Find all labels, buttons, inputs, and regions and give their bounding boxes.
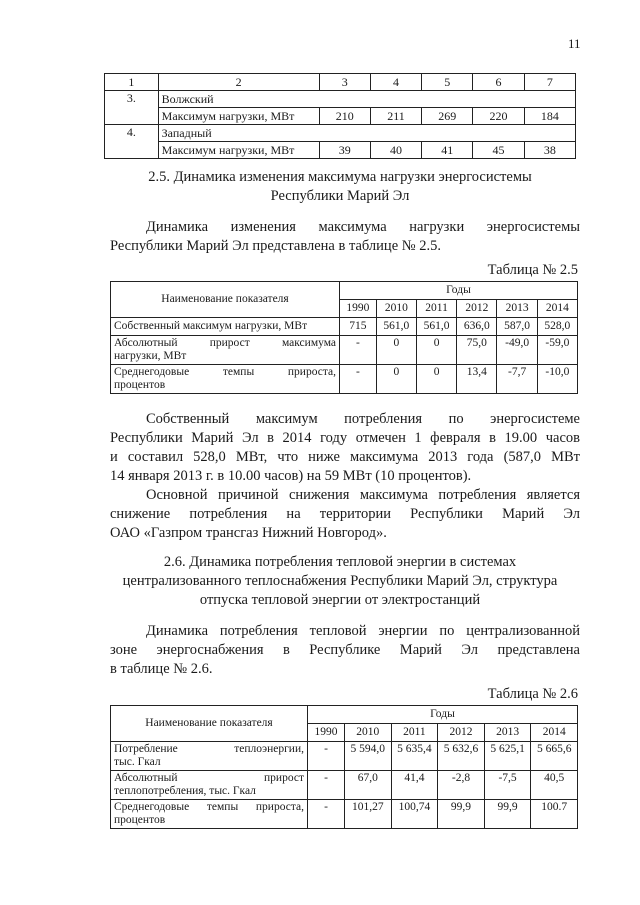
paragraph <box>110 410 580 486</box>
value-cell: -10,0 <box>537 365 577 394</box>
text-line: Динамика изменения максимума нагрузки энергосистемы <box>146 219 580 235</box>
row-label <box>111 742 308 771</box>
value-cell: 587,0 <box>497 318 537 336</box>
value-cell: -2,8 <box>438 771 485 800</box>
year-header: 2010 <box>345 724 392 742</box>
value-cell: - <box>340 336 377 365</box>
value-cell: 67,0 <box>345 771 392 800</box>
year-header: 2010 <box>376 300 416 318</box>
value-cell: 269 <box>422 108 473 125</box>
value-cell: 75,0 <box>457 336 497 365</box>
value-cell: 636,0 <box>457 318 497 336</box>
row-label-line: Среднегодовые темпы прироста, <box>114 801 304 813</box>
table-row <box>105 125 576 142</box>
heading-line: 2.5. Динамика изменения максимума нагрузки энергосистемы <box>148 169 532 185</box>
value-cell: 41 <box>422 142 473 159</box>
row-label: Максимум нагрузки, МВт <box>158 108 319 125</box>
heading-line: 2.6. Динамика потребления тепловой энергии в системах <box>163 554 517 570</box>
table-row <box>105 108 576 125</box>
table-row <box>111 742 578 771</box>
row-label-line: Абсолютный прирост <box>114 772 304 784</box>
text-line: Собственный максимум потребления по энергосистеме <box>146 411 580 427</box>
table-header-row <box>111 706 578 724</box>
row-label-line: процентов <box>114 379 166 391</box>
table-caption: Таблица № 2.5 <box>487 262 578 278</box>
continuation-table <box>104 73 576 159</box>
value-cell: 528,0 <box>537 318 577 336</box>
value-cell: 5 594,0 <box>345 742 392 771</box>
text-line: Динамика потребления тепловой энергии по централизованной <box>146 623 580 639</box>
table-row <box>111 365 578 394</box>
heading-line: Республики Марий Эл <box>270 188 410 204</box>
row-label-line: теплопотребления, тыс. Гкал <box>114 785 256 797</box>
text-line: Основной причиной снижения максимума потребления является <box>146 487 580 503</box>
value-cell: 5 625,1 <box>484 742 531 771</box>
header-cell: 2 <box>158 74 319 91</box>
year-header: 1990 <box>340 300 377 318</box>
header-cell: 3 <box>319 74 370 91</box>
header-cell: 1 <box>105 74 159 91</box>
text-line: 14 января 2013 г. в 10.00 часов) на 59 МВт (10 процентов). <box>110 468 472 484</box>
row-label-line: тыс. Гкал <box>114 756 161 768</box>
district-name: Западный <box>158 125 575 142</box>
value-cell: 220 <box>473 108 524 125</box>
column-header: Годы <box>340 282 578 300</box>
column-header: Годы <box>308 706 578 724</box>
value-cell: 45 <box>473 142 524 159</box>
value-cell: 0 <box>416 365 456 394</box>
table-2-6 <box>110 705 578 829</box>
value-cell: 99,9 <box>438 800 485 829</box>
table-row <box>111 800 578 829</box>
year-header: 2012 <box>457 300 497 318</box>
value-cell: 99,9 <box>484 800 531 829</box>
row-label <box>111 771 308 800</box>
value-cell: 210 <box>319 108 370 125</box>
year-header: 2011 <box>391 724 438 742</box>
year-header: 2014 <box>531 724 578 742</box>
row-label-line: Среднегодовые темпы прироста, <box>114 366 336 378</box>
paragraph <box>110 218 580 256</box>
year-header: 2012 <box>438 724 485 742</box>
year-header: 1990 <box>308 724 345 742</box>
text-line: снижение потребления на территории Республики Марий Эл <box>110 506 580 522</box>
value-cell: - <box>308 800 345 829</box>
table-row <box>111 318 578 336</box>
year-header: 2013 <box>484 724 531 742</box>
district-name: Волжский <box>158 91 575 108</box>
value-cell: 0 <box>376 365 416 394</box>
value-cell: -59,0 <box>537 336 577 365</box>
row-label-line: нагрузки, МВт <box>114 350 187 362</box>
table-caption: Таблица № 2.6 <box>487 686 578 702</box>
text-line: в таблице № 2.6. <box>110 661 213 677</box>
value-cell: -7,7 <box>497 365 537 394</box>
section-heading-2-6 <box>100 553 580 610</box>
table-row <box>111 336 578 365</box>
text-line: Республики Марий Эл представлена в таблице № 2.5. <box>110 238 441 254</box>
value-cell: 715 <box>340 318 377 336</box>
table-row <box>105 91 576 108</box>
header-cell: 5 <box>422 74 473 91</box>
value-cell: 0 <box>376 336 416 365</box>
value-cell: -7,5 <box>484 771 531 800</box>
table-header-row <box>111 282 578 300</box>
row-label <box>111 800 308 829</box>
column-header: Наименование показателя <box>111 706 308 742</box>
value-cell: 5 665,6 <box>531 742 578 771</box>
header-cell: 4 <box>370 74 421 91</box>
text-line: и составил 528,0 МВт, что ниже максимума 2013 года (587,0 МВт <box>110 449 580 465</box>
header-cell: 6 <box>473 74 524 91</box>
value-cell: 184 <box>524 108 575 125</box>
table-row <box>111 771 578 800</box>
value-cell: 13,4 <box>457 365 497 394</box>
table-row <box>105 142 576 159</box>
year-header: 2013 <box>497 300 537 318</box>
text-line: Республики Марий Эл в 2014 году отмечен 1 февраля в 19.00 часов <box>110 430 580 446</box>
value-cell: 5 632,6 <box>438 742 485 771</box>
year-header: 2011 <box>416 300 456 318</box>
row-label: Максимум нагрузки, МВт <box>158 142 319 159</box>
value-cell: 100.7 <box>531 800 578 829</box>
heading-line: централизованного теплоснабжения Республики Марий Эл, структура <box>122 573 558 589</box>
value-cell: 561,0 <box>416 318 456 336</box>
value-cell: 40 <box>370 142 421 159</box>
column-header: Наименование показателя <box>111 282 340 318</box>
value-cell: - <box>308 771 345 800</box>
text-line: ОАО «Газпром трансгаз Нижний Новгород». <box>110 525 387 541</box>
value-cell: 38 <box>524 142 575 159</box>
row-label <box>111 365 340 394</box>
value-cell: 0 <box>416 336 456 365</box>
text-line: зоне энергоснабжения в Республике Марий Эл представлена <box>110 642 580 658</box>
row-label <box>111 336 340 365</box>
value-cell: 101,27 <box>345 800 392 829</box>
row-number: 4. <box>105 125 159 159</box>
page-number: 11 <box>568 36 581 51</box>
table-header-row <box>105 74 576 91</box>
value-cell: 5 635,4 <box>391 742 438 771</box>
row-label-line: Потребление теплоэнергии, <box>114 743 304 755</box>
value-cell: - <box>340 365 377 394</box>
value-cell: 211 <box>370 108 421 125</box>
value-cell: -49,0 <box>497 336 537 365</box>
row-label-line: процентов <box>114 814 166 826</box>
value-cell: 39 <box>319 142 370 159</box>
value-cell: 40,5 <box>531 771 578 800</box>
value-cell: 561,0 <box>376 318 416 336</box>
heading-line: отпуска тепловой энергии от электростанций <box>199 592 481 608</box>
row-number: 3. <box>105 91 159 125</box>
paragraph <box>110 622 580 679</box>
value-cell: - <box>308 742 345 771</box>
paragraph <box>110 486 580 543</box>
row-label-line: Абсолютный прирост максимума <box>114 337 336 349</box>
row-label: Собственный максимум нагрузки, МВт <box>111 318 340 336</box>
year-header: 2014 <box>537 300 577 318</box>
value-cell: 41,4 <box>391 771 438 800</box>
section-heading-2-5 <box>100 168 580 206</box>
table-2-5 <box>110 281 578 394</box>
header-cell: 7 <box>524 74 575 91</box>
value-cell: 100,74 <box>391 800 438 829</box>
